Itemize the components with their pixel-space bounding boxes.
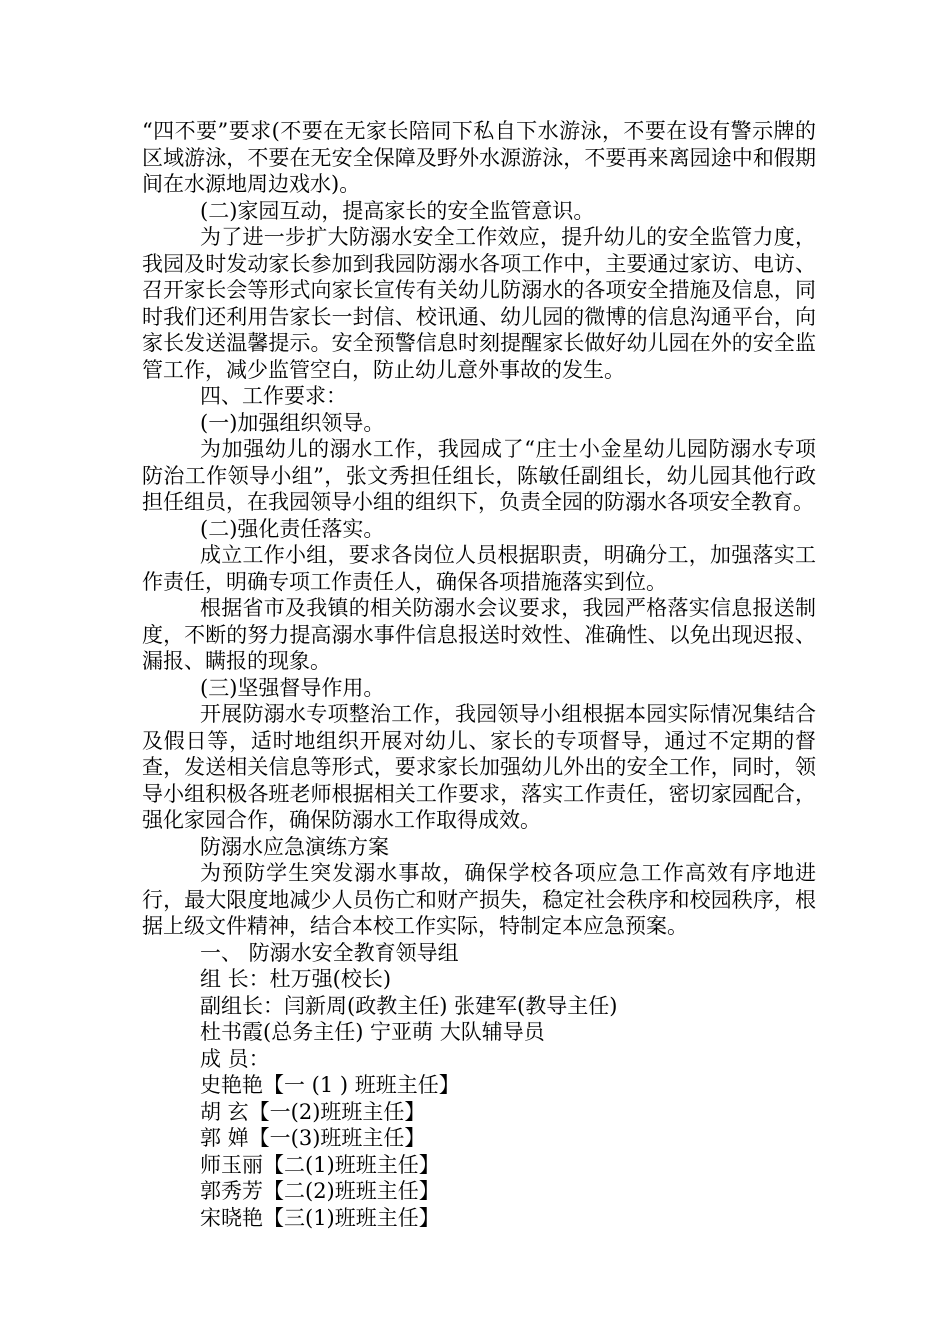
paragraph: 为预防学生突发溺水事故，确保学校各项应急工作高效有序地进行，最大限度地减少人员伤亡和财产损失，稳定社会秩序和校园秩序，根据上级文件精神，结合本校工作实际，特制定本应急预案。 (142, 861, 816, 938)
list-item: 胡 玄【一(2)班班主任】 (200, 1099, 426, 1124)
subheading: (二)家园互动，提高家长的安全监管意识。 (200, 198, 595, 223)
subheading: (三)坚强督导作用。 (200, 675, 385, 700)
list-item: 师玉丽【二(1)班班主任】 (200, 1152, 440, 1177)
subheading: (一)加强组织领导。 (200, 410, 385, 435)
document-title: 防溺水应急演练方案 (200, 834, 389, 859)
list-item: 宋晓艳【三(1)班班主任】 (200, 1205, 440, 1230)
list-item: 史艳艳【一 (1 ) 班班主任】 (200, 1073, 460, 1097)
list-item: 副组长：闫新周(政教主任) 张建军(教导主任) (200, 993, 618, 1018)
list-item: 组 长：杜万强(校长) (200, 967, 392, 991)
list-item: 郭 婵【一(3)班班主任】 (200, 1126, 426, 1150)
paragraph: 根据省市及我镇的相关防溺水会议要求，我园严格落实信息报送制度，不断的努力提高溺水事件信息报送时效性、准确性、以免出现迟报、漏报、瞒报的现象。 (142, 596, 816, 673)
list-item: 郭秀芳【二(2)班班主任】 (200, 1179, 440, 1203)
list-item: 杜书霞(总务主任) 宁亚萌 大队辅导员 (200, 1020, 545, 1044)
section-heading: 四、工作要求： (200, 384, 347, 408)
paragraph: 为了进一步扩大防溺水安全工作效应，提升幼儿的安全监管力度，我园及时发动家长参加到我园防溺水各项工作中，主要通过家访、电访、召开家长会等形式向家长宣传有关幼儿防溺水的各项安全措施及信息，同时我们还利用告家长一封信、校讯通、幼儿园的微博的信息沟通平台，向家长发送温馨提示。安全预警信息时刻提醒家长做好幼儿园在外的安全监管工作，减少监管空白，防止幼儿意外事故的发生。 (142, 225, 816, 382)
document-body (142, 118, 816, 1231)
list-item: 成 员： (200, 1046, 270, 1071)
paragraph: 为加强幼儿的溺水工作，我园成了“庄士小金星幼儿园防溺水专项防治工作领导小组”，张文秀担任组长，陈敏任副组长，幼儿园其他行政担任组员，在我园领导小组的组织下，负责全园的防溺水各项安全教育。 (142, 437, 816, 514)
paragraph: 成立工作小组，要求各岗位人员根据职责，明确分工，加强落实工作责任，明确专项工作责任人，确保各项措施落实到位。 (142, 543, 816, 594)
paragraph: “四不要”要求(不要在无家长陪同下私自下水游泳，不要在设有警示牌的区域游泳，不要在无安全保障及野外水源游泳，不要再来离园途中和假期间在水源地周边戏水)。 (142, 119, 816, 196)
subheading: (二)强化责任落实。 (200, 516, 385, 541)
paragraph: 开展防溺水专项整治工作，我园领导小组根据本园实际情况集结合及假日等，适时地组织开展对幼儿、家长的专项督导，通过不定期的督查，发送相关信息等形式，要求家长加强幼儿外出的安全工作，同时，领导小组积极各班老师根据相关工作要求，落实工作责任，密切家园配合，强化家园合作，确保防溺水工作取得成效。 (142, 702, 816, 832)
section-heading: 一、 防溺水安全教育领导组 (200, 940, 459, 965)
